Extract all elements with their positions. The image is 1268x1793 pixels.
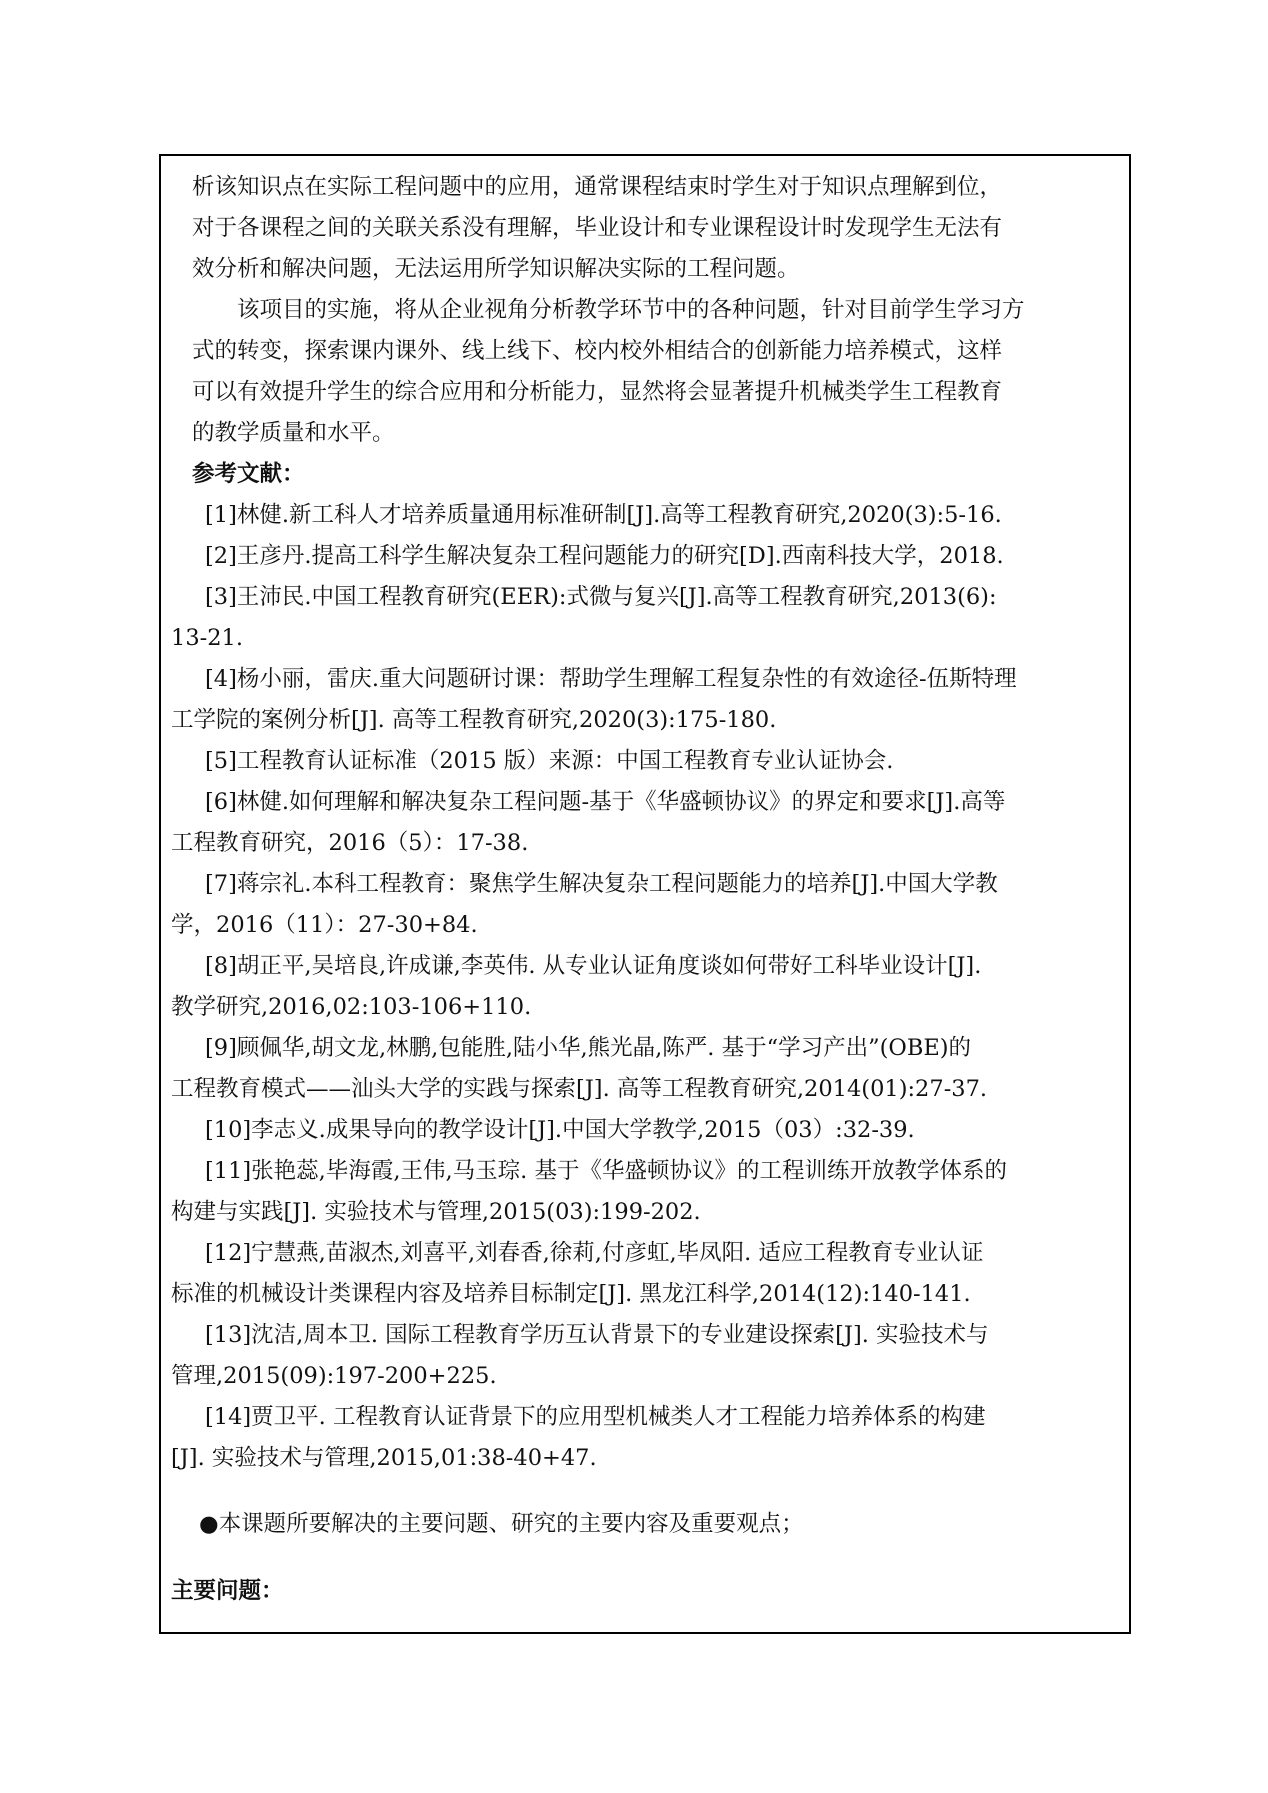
reference-line: [5]工程教育认证标准（2015 版）来源：中国工程教育专业认证协会. xyxy=(205,748,894,774)
reference-line: [1]林健.新工科人才培养质量通用标准研制[J].高等工程教育研究,2020(3):5-16. xyxy=(205,502,1002,528)
references-heading: 参考文献： xyxy=(192,461,305,487)
project-line: 可以有效提升学生的综合应用和分析能力，显然将会显著提升机械类学生工程教育 xyxy=(192,379,1003,405)
bullet-item: ●本课题所要解决的主要问题、研究的主要内容及重要观点； xyxy=(199,1511,804,1537)
reference-line: [12]宁慧燕,苗淑杰,刘喜平,刘春香,徐莉,付彦虹,毕凤阳. 适应工程教育专业认证 xyxy=(205,1240,984,1266)
reference-line: [3]王沛民.中国工程教育研究(EER):式微与复兴[J].高等工程教育研究,2013(6): xyxy=(205,584,997,610)
reference-line: 13-21. xyxy=(171,625,244,651)
reference-line: [2]王彦丹.提高工科学生解决复杂工程问题能力的研究[D].西南科技大学，2018. xyxy=(205,543,1004,569)
reference-line: 工程教育研究，2016（5）：17-38. xyxy=(171,830,529,856)
reference-line: [4]杨小丽，雷庆.重大问题研讨课：帮助学生理解工程复杂性的有效途径-伍斯特理 xyxy=(205,666,1017,692)
project-line: 该项目的实施，将从企业视角分析教学环节中的各种问题，针对目前学生学习方 xyxy=(237,297,1025,323)
reference-line: [14]贾卫平. 工程教育认证背景下的应用型机械类人才工程能力培养体系的构建 xyxy=(205,1404,986,1430)
reference-line: 构建与实践[J]. 实验技术与管理,2015(03):199-202. xyxy=(171,1199,701,1225)
reference-line: 管理,2015(09):197-200+225. xyxy=(171,1363,497,1389)
reference-line: 工程教育模式——汕头大学的实践与探索[J]. 高等工程教育研究,2014(01):27-37. xyxy=(171,1076,988,1102)
intro-line: 效分析和解决问题，无法运用所学知识解决实际的工程问题。 xyxy=(192,256,800,282)
intro-line: 对于各课程之间的关联关系没有理解，毕业设计和专业课程设计时发现学生无法有 xyxy=(192,215,1003,241)
reference-line: [11]张艳蕊,毕海霞,王伟,马玉琮. 基于《华盛顿协议》的工程训练开放教学体系的 xyxy=(205,1158,1007,1184)
intro-line: 析该知识点在实际工程问题中的应用，通常课程结束时学生对于知识点理解到位， xyxy=(192,174,1003,200)
reference-line: [6]林健.如何理解和解决复杂工程问题-基于《华盛顿协议》的界定和要求[J].高等 xyxy=(205,789,1006,815)
reference-line: 工学院的案例分析[J]. 高等工程教育研究,2020(3):175-180. xyxy=(171,707,777,733)
reference-line: [7]蒋宗礼.本科工程教育：聚焦学生解决复杂工程问题能力的培养[J].中国大学教 xyxy=(205,871,998,897)
reference-line: 标准的机械设计类课程内容及培养目标制定[J]. 黑龙江科学,2014(12):140-141. xyxy=(171,1281,971,1307)
reference-line: [13]沈洁,周本卫. 国际工程教育学历互认背景下的专业建设探索[J]. 实验技术与 xyxy=(205,1322,989,1348)
reference-line: [8]胡正平,吴培良,许成谦,李英伟. 从专业认证角度谈如何带好工科毕业设计[J]. xyxy=(205,953,982,979)
document-frame xyxy=(159,154,1131,1634)
reference-line: [J]. 实验技术与管理,2015,01:38-40+47. xyxy=(171,1445,597,1471)
reference-line: [10]李志义.成果导向的教学设计[J].中国大学教学,2015（03）:32-39. xyxy=(205,1117,915,1143)
project-line: 的教学质量和水平。 xyxy=(192,420,395,446)
reference-line: 教学研究,2016,02:103-106+110. xyxy=(171,994,532,1020)
reference-line: [9]顾佩华,胡文龙,林鹏,包能胜,陆小华,熊光晶,陈严. 基于“学习产出”(OBE)的 xyxy=(205,1035,972,1061)
reference-line: 学，2016（11）：27-30+84. xyxy=(171,912,478,938)
main-problems-heading: 主要问题： xyxy=(171,1578,284,1604)
project-line: 式的转变，探索课内课外、线上线下、校内校外相结合的创新能力培养模式，这样 xyxy=(192,338,1003,364)
